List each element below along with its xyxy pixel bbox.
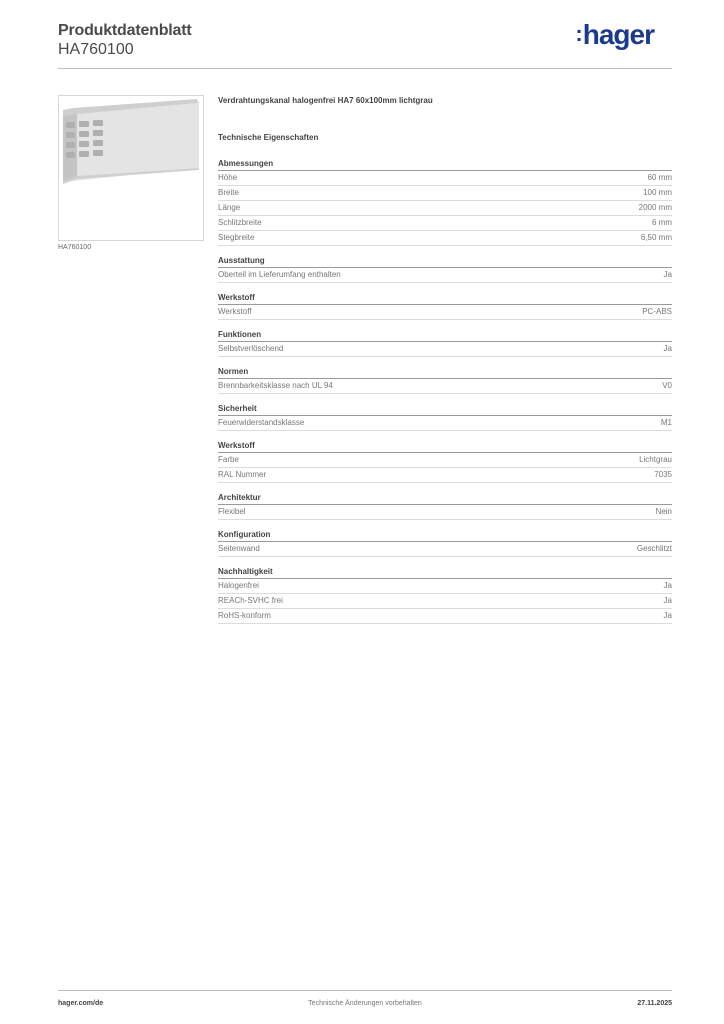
property-label: Oberteil im Lieferumfang enthalten <box>218 270 341 279</box>
property-row <box>218 268 672 283</box>
property-row <box>218 542 672 557</box>
group-title: Architektur <box>218 492 672 505</box>
property-label: Länge <box>218 203 241 212</box>
property-label: Breite <box>218 188 239 197</box>
group-title: Abmessungen <box>218 158 672 171</box>
property-value: 7035 <box>654 470 672 479</box>
section-heading: Technische Eigenschaften <box>218 133 319 142</box>
group-title: Nachhaltigkeit <box>218 566 672 579</box>
property-label: Farbe <box>218 455 239 464</box>
product-image <box>58 95 204 241</box>
property-row <box>218 231 672 246</box>
property-label: Stegbreite <box>218 233 255 242</box>
hager-logo: :hager <box>575 19 654 50</box>
property-group <box>218 292 672 320</box>
property-row <box>218 305 672 320</box>
property-label: Feuerwiderstandsklasse <box>218 418 305 427</box>
property-group <box>218 529 672 557</box>
property-value: Lichtgrau <box>639 455 672 464</box>
property-value: Ja <box>663 344 672 353</box>
property-label: Brennbarkeitsklasse nach UL 94 <box>218 381 333 390</box>
page-footer <box>58 990 672 1011</box>
logo-text: hager <box>582 19 654 50</box>
group-title: Sicherheit <box>218 403 672 416</box>
property-group <box>218 403 672 431</box>
page-header <box>58 19 672 69</box>
property-group <box>218 366 672 394</box>
property-label: Seitenwand <box>218 544 260 553</box>
property-label: Werkstoff <box>218 307 252 316</box>
property-row <box>218 216 672 231</box>
property-group <box>218 566 672 624</box>
group-title: Ausstattung <box>218 255 672 268</box>
property-value: Ja <box>663 270 672 279</box>
property-value: 6,50 mm <box>640 233 672 242</box>
property-row <box>218 379 672 394</box>
property-group <box>218 329 672 357</box>
property-label: Höhe <box>218 173 238 182</box>
property-label: RAL Nummer <box>218 470 267 479</box>
footer-notice: Technische Änderungen vorbehalten <box>308 1000 422 1007</box>
property-value: 60 mm <box>647 173 672 182</box>
property-label: Flexibel <box>218 507 246 516</box>
property-label: Halogenfrei <box>218 581 259 590</box>
property-row <box>218 579 672 594</box>
property-value: Ja <box>663 611 672 620</box>
property-value: Ja <box>663 581 672 590</box>
product-details <box>218 95 672 624</box>
property-group <box>218 158 672 246</box>
group-title: Funktionen <box>218 329 672 342</box>
group-title: Normen <box>218 366 672 379</box>
property-row <box>218 342 672 357</box>
property-value: Ja <box>663 596 672 605</box>
property-value: Nein <box>655 507 672 516</box>
property-row <box>218 594 672 609</box>
cable-duct-illustration <box>59 96 203 240</box>
property-label: REACh-SVHC frei <box>218 596 283 605</box>
property-row <box>218 609 672 624</box>
property-value: Geschlitzt <box>636 544 672 553</box>
property-row <box>218 201 672 216</box>
footer-date: 27.11.2025 <box>637 1000 672 1007</box>
property-value: 6 mm <box>652 218 672 227</box>
property-groups <box>218 158 672 624</box>
property-row <box>218 468 672 483</box>
property-value: 2000 mm <box>638 203 672 212</box>
property-label: RoHS-konform <box>218 611 271 620</box>
group-title: Werkstoff <box>218 292 672 305</box>
product-number: HA760100 <box>58 41 134 58</box>
property-group <box>218 255 672 283</box>
property-label: Schlitzbreite <box>218 218 262 227</box>
footer-website[interactable]: hager.com/de <box>58 1000 104 1007</box>
group-title: Konfiguration <box>218 529 672 542</box>
property-row <box>218 186 672 201</box>
property-value: V0 <box>662 381 672 390</box>
property-row <box>218 416 672 431</box>
property-row <box>218 171 672 186</box>
property-value: PC-ABS <box>642 307 672 316</box>
property-group <box>218 440 672 483</box>
group-title: Werkstoff <box>218 440 672 453</box>
property-group <box>218 492 672 520</box>
property-value: 100 mm <box>643 188 672 197</box>
image-caption: HA760100 <box>58 244 92 251</box>
property-row <box>218 505 672 520</box>
property-row <box>218 453 672 468</box>
property-label: Selbstverlöschend <box>218 344 284 353</box>
document-title: Produktdatenblatt <box>58 22 192 39</box>
product-name: Verdrahtungskanal halogenfrei HA7 60x100mm lichtgrau <box>218 96 433 105</box>
property-value: M1 <box>660 418 672 427</box>
